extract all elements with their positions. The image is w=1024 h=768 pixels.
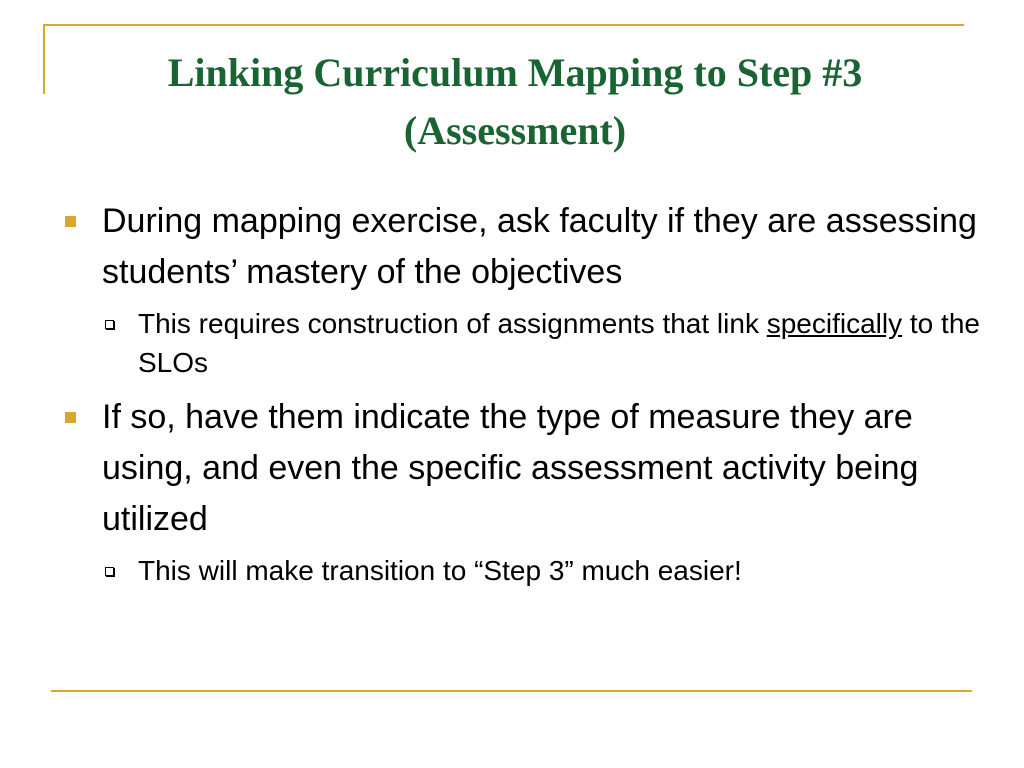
sub-bullet-item [60, 304, 980, 382]
left-accent-line [43, 24, 45, 94]
bullet-text: During mapping exercise, ask faculty if they are assessing students’ mastery of the objectives [102, 202, 977, 291]
sub-bullet-text-end: to the SLOs [138, 308, 980, 378]
hollow-square-bullet-icon [105, 320, 114, 329]
bottom-accent-line [51, 690, 972, 692]
slide-content [60, 196, 980, 600]
sub-bullet-text: This will make transition to “Step 3” much easier! [138, 555, 742, 586]
sub-bullet-text-start: This requires construction of assignments that link [138, 308, 767, 339]
square-bullet-icon [65, 412, 76, 423]
square-bullet-icon [65, 216, 76, 227]
bullet-item [60, 196, 980, 298]
top-accent-line [43, 24, 964, 26]
bullet-text: If so, have them indicate the type of measure they are using, and even the specific assessment activity being utilized [102, 398, 919, 538]
sub-bullet-emphasis: specifically [766, 308, 903, 339]
hollow-square-bullet-icon [105, 567, 114, 576]
slide-title: Linking Curriculum Mapping to Step #3 (Assessment) [167, 50, 863, 153]
bullet-item [60, 392, 980, 545]
sub-bullet-item [60, 551, 980, 590]
